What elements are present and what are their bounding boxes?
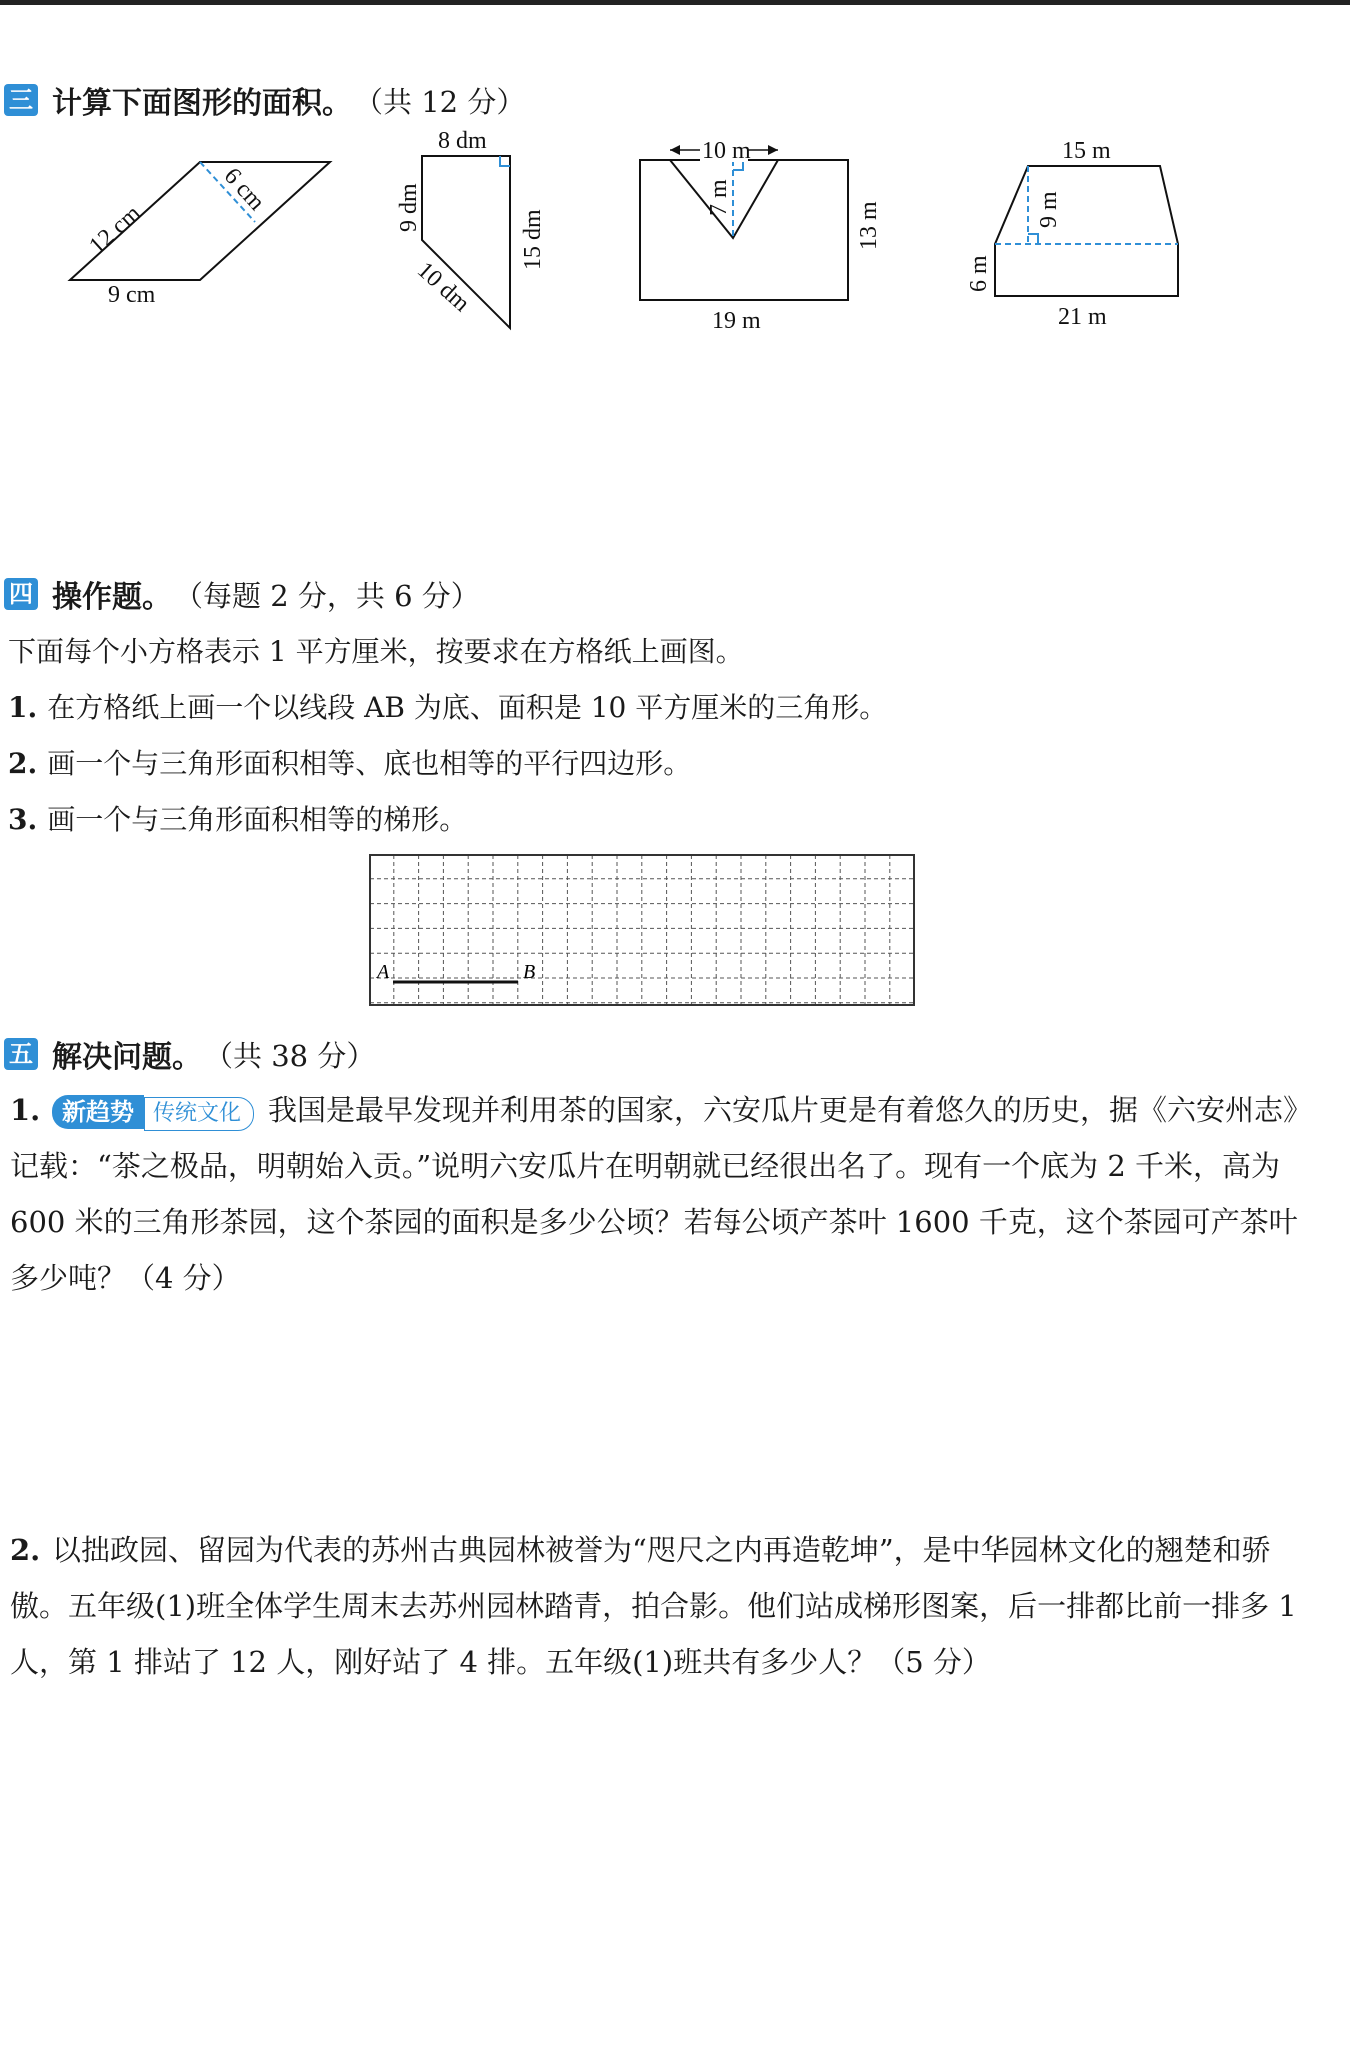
figure-composite (966, 138, 1178, 330)
problem-text: 以拙政园、留园为代表的苏州古典园林被誉为“咫尺之内再造乾坤”，是中华园林文化的翘楚和骄傲。五年级(1)班全体学生周末去苏州园林踏青，拍合影。他们站成梯形图案，后一排都比前一排多 1 人，第 1 排站了 12 人，刚好站了 4 排。五年级(1)班共有多少人？（5 分） (10, 1533, 1297, 1679)
notch-depth-label: 7 m (706, 179, 732, 216)
figure-parallelogram (70, 162, 330, 308)
trapezoid-left-label: 9 dm (396, 183, 422, 232)
section-title: 操作题。 (52, 580, 172, 615)
composite-height-label: 9 m (1036, 191, 1062, 228)
trapezoid-right-label: 15 dm (520, 209, 546, 270)
composite-top-label: 15 m (1062, 138, 1111, 164)
section-title: 解决问题。 (52, 1040, 202, 1075)
parallelogram-side-label: 12 cm (84, 200, 146, 260)
section-4-header (4, 572, 480, 616)
section-points: （共 38 分） (204, 1038, 376, 1073)
task-text: 画一个与三角形面积相等的梯形。 (47, 803, 468, 836)
section-points: （每题 2 分，共 6 分） (174, 578, 480, 613)
point-b-label: B (523, 961, 536, 983)
grid-paper[interactable] (369, 854, 919, 1009)
trend-badge: 新趋势 (52, 1095, 144, 1129)
task-number: 1. (8, 691, 38, 724)
figure-right-trapezoid (396, 128, 546, 328)
section-4-intro: 下面每个小方格表示 1 平方厘米，按要求在方格纸上画图。 (8, 635, 744, 668)
section-number: 三 (4, 84, 38, 116)
section-3-figures (0, 110, 1350, 350)
section-number: 四 (4, 578, 38, 610)
section-title: 计算下面图形的面积。 (52, 86, 352, 121)
problem-text: 我国是最早发现并利用茶的国家，六安瓜片更是有着悠久的历史，据《六安州志》记载：“茶之极品，明朝始入贡。”说明六安瓜片在明朝就已经很出名了。现有一个底为 2 千米，高为 600 米的三角形茶园，这个茶园的面积是多少公顷？若每公顷产茶叶 1600 千克，这个茶园可产茶叶多少吨？（4 分） (10, 1093, 1298, 1295)
section-number: 五 (4, 1038, 38, 1070)
trapezoid-top-label: 8 dm (438, 128, 487, 154)
parallelogram-base-label: 9 cm (108, 282, 156, 308)
trapezoid-slant-label: 10 dm (411, 257, 475, 318)
culture-badge: 传统文化 (144, 1097, 254, 1131)
problem-number: 1. (10, 1093, 41, 1127)
section-5-header (4, 1032, 375, 1076)
section-points: （共 12 分） (354, 84, 526, 119)
problem-number: 2. (10, 1533, 41, 1567)
task-number: 3. (8, 803, 38, 836)
figure-rect-notch (640, 136, 882, 334)
task-1 (8, 686, 887, 726)
task-text: 在方格纸上画一个以线段 AB 为底、面积是 10 平方厘米的三角形。 (47, 691, 888, 724)
problem-2 (10, 1522, 1310, 1690)
task-2 (8, 742, 691, 782)
composite-base-label: 21 m (1058, 304, 1107, 330)
parallelogram-height-label: 6 cm (218, 163, 270, 216)
top-border (0, 0, 1350, 5)
notch-base-label: 19 m (712, 308, 761, 334)
notch-top-label: 10 m (702, 138, 751, 164)
composite-side-label: 6 m (966, 255, 992, 292)
problem-1 (10, 1082, 1310, 1306)
notch-height-label: 13 m (856, 201, 882, 250)
task-text: 画一个与三角形面积相等、底也相等的平行四边形。 (47, 747, 692, 780)
task-number: 2. (8, 747, 38, 780)
point-a-label: A (377, 961, 390, 983)
task-3 (8, 798, 467, 838)
